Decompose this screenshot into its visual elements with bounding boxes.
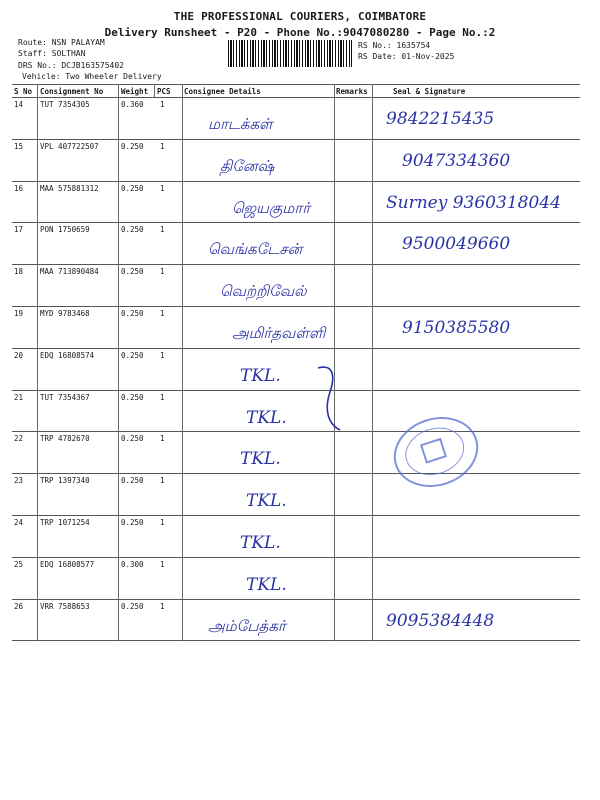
row-consignee-handwriting: வெங்கடேசன்: [208, 240, 303, 258]
column-header-weight: Weight: [121, 87, 149, 96]
rs-number: RS No.: 1635754: [358, 41, 431, 50]
row-sno: 21: [14, 393, 24, 402]
row-consignment-no: TRP 1071254: [40, 518, 90, 527]
row-weight: 0.250: [121, 518, 144, 527]
row-sno: 20: [14, 351, 24, 360]
row-pcs: 1: [160, 602, 165, 611]
row-consignee-handwriting: அமிர்தவள்ளி: [232, 324, 326, 342]
row-weight: 0.250: [121, 184, 144, 193]
bracket-mark: [314, 364, 344, 434]
row-weight: 0.250: [121, 267, 144, 276]
row-weight: 0.250: [121, 393, 144, 402]
row-consignee-handwriting: தினேஷ்: [220, 157, 275, 175]
row-consignee-handwriting: அம்பேத்கர்: [208, 617, 286, 635]
row-consignment-no: MYD 9783468: [40, 309, 90, 318]
row-pcs: 1: [160, 393, 165, 402]
row-pcs: 1: [160, 351, 165, 360]
document-subtitle: Delivery Runsheet - P20 - Phone No.:9047080280 - Page No.:2: [104, 26, 496, 39]
row-consignment-no: VPL 407722507: [40, 142, 99, 151]
row-consignment-no: TUT 7354305: [40, 100, 90, 109]
row-weight: 0.250: [121, 602, 144, 611]
row-consignee-handwriting: TKL.: [240, 366, 281, 386]
row-sno: 26: [14, 602, 24, 611]
row-pcs: 1: [160, 225, 165, 234]
row-consignee-handwriting: வெற்றிவேல்: [220, 282, 307, 300]
row-consignment-no: VRR 7588653: [40, 602, 90, 611]
column-header-consignee: Consignee Details: [184, 87, 261, 96]
row-consignment-no: EDQ 16808577: [40, 560, 95, 569]
row-pcs: 1: [160, 100, 165, 109]
row-signature-handwriting: Surney 9360318044: [386, 193, 561, 213]
row-consignment-no: PON 1750659: [40, 225, 90, 234]
column-header-seal: Seal & Signature: [393, 87, 466, 96]
row-consignment-no: TRP 4782670: [40, 434, 90, 443]
row-sno: 18: [14, 267, 24, 276]
column-header-sno: S No: [14, 87, 33, 96]
row-sno: 15: [14, 142, 24, 151]
row-consignee-handwriting: மாடக்கள்: [208, 115, 273, 133]
column-header-pcs: PCS: [157, 87, 171, 96]
column-header-remarks: Remarks: [336, 87, 368, 96]
row-weight: 0.250: [121, 476, 144, 485]
rs-date: RS Date: 01-Nov-2025: [358, 52, 455, 61]
vehicle-label: Vehicle: Two Wheeler Delivery: [22, 72, 162, 81]
row-consignment-no: EDQ 16808574: [40, 351, 95, 360]
row-pcs: 1: [160, 267, 165, 276]
row-sno: 23: [14, 476, 24, 485]
row-weight: 0.250: [121, 142, 144, 151]
row-pcs: 1: [160, 434, 165, 443]
row-signature-handwriting: 9842215435: [386, 109, 495, 129]
row-sno: 19: [14, 309, 24, 318]
row-weight: 0.250: [121, 434, 144, 443]
row-sno: 17: [14, 225, 24, 234]
row-consignee-handwriting: TKL.: [246, 408, 287, 428]
row-signature-handwriting: 9150385580: [402, 318, 511, 338]
company-stamp: [385, 406, 488, 497]
staff-label: Staff: SOLTHAN: [18, 49, 86, 58]
row-pcs: 1: [160, 184, 165, 193]
row-sno: 22: [14, 434, 24, 443]
column-header-consignment: Consignment No: [40, 87, 104, 96]
row-sno: 24: [14, 518, 24, 527]
row-consignment-no: MAA 713890484: [40, 267, 99, 276]
row-weight: 0.250: [121, 309, 144, 318]
barcode: [228, 40, 352, 67]
row-consignee-handwriting: ஜெயகுமார்: [232, 199, 311, 217]
row-consignment-no: TUT 7354367: [40, 393, 90, 402]
row-pcs: 1: [160, 476, 165, 485]
row-signature-handwriting: 9500049660: [402, 234, 511, 254]
row-weight: 0.300: [121, 560, 144, 569]
row-consignment-no: MAA 575881312: [40, 184, 99, 193]
row-sno: 14: [14, 100, 24, 109]
row-consignee-handwriting: TKL.: [246, 575, 287, 595]
row-weight: 0.250: [121, 225, 144, 234]
row-consignee-handwriting: TKL.: [246, 491, 287, 511]
row-consignee-handwriting: TKL.: [240, 533, 281, 553]
row-consignee-handwriting: TKL.: [240, 449, 281, 469]
row-signature-handwriting: 9095384448: [386, 611, 495, 631]
row-pcs: 1: [160, 560, 165, 569]
row-weight: 0.360: [121, 100, 144, 109]
drs-number: DRS No.: DCJB163575402: [18, 61, 124, 70]
row-sno: 16: [14, 184, 24, 193]
row-sno: 25: [14, 560, 24, 569]
document-title: THE PROFESSIONAL COURIERS, COIMBATORE: [173, 10, 427, 23]
row-pcs: 1: [160, 309, 165, 318]
row-pcs: 1: [160, 518, 165, 527]
row-weight: 0.250: [121, 351, 144, 360]
row-pcs: 1: [160, 142, 165, 151]
route-label: Route: NSN PALAYAM: [18, 38, 105, 47]
row-consignment-no: TRP 1397340: [40, 476, 90, 485]
row-signature-handwriting: 9047334360: [402, 151, 511, 171]
